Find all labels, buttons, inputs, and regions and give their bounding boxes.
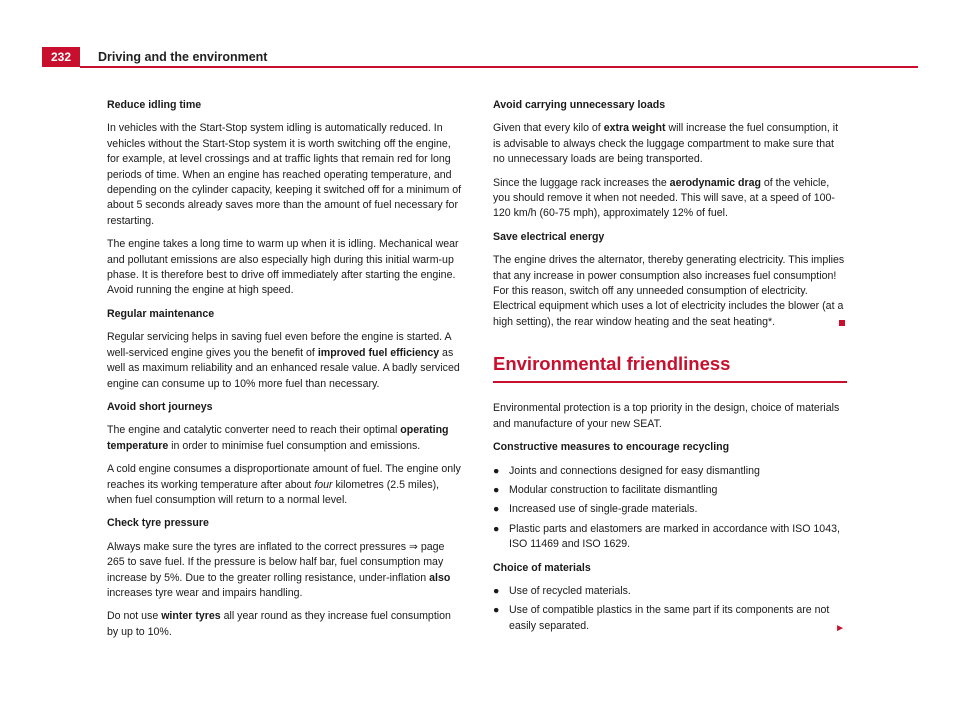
list-item: ● Use of compatible plastics in the same part if its components are not easily separated. ►	[493, 603, 845, 636]
list-item: ● Joints and connections designed for easy dismantling	[493, 464, 845, 479]
bullet-icon: ●	[493, 464, 500, 477]
paragraph: Always make sure the tyres are inflated to the correct pressures ⇒ page 265 to save fuel. If the pressure is below half bar, fuel consumption may increase by 5%. Due to the greater rolling resistance, under-inflation also increases tyre wear and impairs handling.	[107, 540, 451, 599]
heading-electrical-energy: Save electrical energy	[493, 230, 605, 243]
heading-recycling: Constructive measures to encourage recycling	[493, 441, 730, 454]
bullet-icon: ●	[493, 503, 500, 516]
paragraph: Do not use winter tyres all year round as they increase fuel consumption by up to 10%.	[107, 610, 451, 638]
paragraph: A cold engine consumes a disproportionate amount of fuel. The engine only reaches its working temperature after about four kilometres (2.5 miles), when fuel consumption will return to a normal level.	[107, 463, 461, 506]
right-column	[493, 98, 845, 640]
section-divider	[493, 381, 847, 383]
heading-short-journeys: Avoid short journeys	[107, 400, 213, 413]
bullet-icon: ●	[493, 522, 500, 535]
paragraph: Environmental protection is a top priority in the design, choice of materials and manufacture of your new SEAT.	[493, 402, 840, 430]
heading-unnecessary-loads: Avoid carrying unnecessary loads	[493, 99, 666, 111]
bullet-icon: ●	[493, 584, 500, 597]
paragraph: Regular servicing helps in saving fuel even before the engine is started. A well-serviced engine gives you the benefit of improved fuel efficiency as well as maximum reliability and an enhanced resale value. A badly serviced engine can consume up to 10% more fuel than necessary.	[107, 331, 460, 390]
section-end-square-icon	[839, 320, 845, 326]
list-item: ● Plastic parts and elastomers are marked in accordance with ISO 1043, ISO 11469 and ISO 1629.	[493, 522, 845, 553]
heading-regular-maintenance: Regular maintenance	[107, 307, 215, 320]
header-divider	[80, 66, 918, 68]
continue-arrow-icon: ►	[835, 622, 845, 634]
heading-choice-of-materials: Choice of materials	[493, 561, 591, 574]
list-item: ● Use of recycled materials.	[493, 584, 845, 599]
paragraph: The engine takes a long time to warm up when it is idling. Mechanical wear and pollutant emissions are also especially high during this initial warm-up phase. It is therefore best to drive off immediately after starting the engine. Avoid running the engine at high speed.	[107, 238, 459, 297]
list-item: ● Modular construction to facilitate dismantling	[493, 483, 845, 498]
page-header	[0, 47, 960, 67]
heading-reduce-idling: Reduce idling time	[107, 99, 202, 111]
section-title: Environmental friendliness	[493, 353, 731, 375]
heading-tyre-pressure: Check tyre pressure	[107, 517, 209, 530]
left-column	[107, 98, 464, 648]
bullet-icon: ●	[493, 604, 500, 617]
bullet-icon: ●	[493, 483, 500, 496]
paragraph: Given that every kilo of extra weight will increase the fuel consumption, it is advisable to always check the luggage compartment to make sure that no unnecessary loads are being transported.	[493, 122, 839, 166]
chapter-title: Driving and the environment	[98, 50, 268, 64]
paragraph: The engine and catalytic converter need to reach their optimal operating temperature in order to minimise fuel consumption and emissions.	[107, 424, 449, 452]
paragraph: In vehicles with the Start-Stop system idling is automatically reduced. In vehicles without the Start-Stop system it is worth switching off the engine, for example, at level crossings and at traffic lights that remain red for long periods of time. When an engine has reached operating temperature, and depending on the cylinder capacity, keeping it switched off for a minimum of about 5 seconds already saves more than the amount of fuel necessary for restarting.	[107, 122, 462, 227]
list-item: ● Increased use of single-grade materials.	[493, 502, 845, 517]
paragraph: The engine drives the alternator, thereby generating electricity. This implies that any increase in power consumption also increases fuel consumption! For this reason, switch off any unneeded consumption of electricity. Electrical equipment which uses a lot of electricity includes the blower (at a high setting), the rear window heating and the seat heating*.	[493, 254, 845, 328]
paragraph: Since the luggage rack increases the aerodynamic drag of the vehicle, you should remove it when not needed. This will save, at a speed of 100-120 km/h (60-75 mph), approximately 12% of fuel.	[493, 176, 835, 220]
page-number: 232	[42, 47, 80, 67]
